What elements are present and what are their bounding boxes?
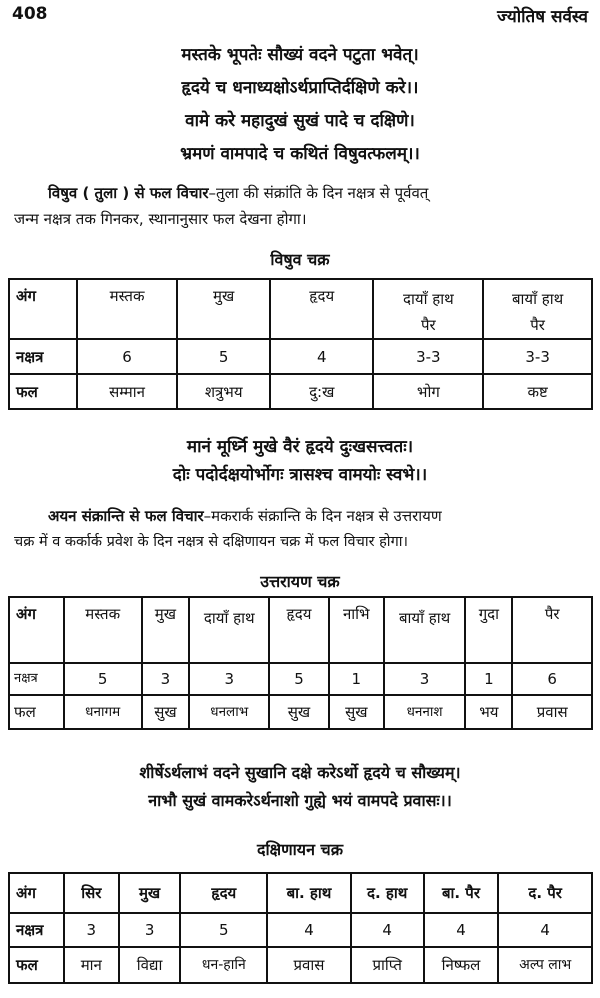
vishuv-chakra-table: [8, 278, 593, 410]
table-title: विषुव चक्र: [270, 250, 330, 269]
table-row: [9, 695, 592, 729]
cell: 1: [329, 663, 384, 695]
row-label: नक्षत्र: [9, 663, 64, 695]
header-cell: बायाँ हाथ पैर: [483, 279, 592, 339]
cell: विद्या: [119, 947, 181, 983]
cell: धन-हानि: [180, 947, 267, 983]
cell: 4: [498, 913, 592, 947]
cell: मान: [64, 947, 119, 983]
dakshinayan-chakra-table: [8, 872, 593, 984]
cell: 4: [270, 339, 373, 374]
cell: शत्रुभय: [177, 374, 270, 409]
cell: 5: [180, 913, 267, 947]
cell: 3-3: [483, 339, 592, 374]
para-text: जन्म नक्षत्र तक गिनकर, स्थानानुसार फल देखना होगा।: [14, 210, 307, 228]
verse-line: मानं मूर्ध्नि मुखे वैरं हृदये दुःखसत्त्वतः।: [186, 437, 414, 457]
para-heading: विषुव ( तुला ) से फल विचार: [48, 184, 209, 202]
header-cell: पैर: [512, 597, 592, 663]
cell: 6: [77, 339, 178, 374]
cell: अल्प लाभ: [498, 947, 592, 983]
cell: दु:ख: [270, 374, 373, 409]
table-row: [9, 873, 592, 913]
header-cell: मुख: [142, 597, 190, 663]
row-label: फल: [9, 374, 77, 409]
row-label: नक्षत्र: [9, 913, 64, 947]
cell: भय: [465, 695, 512, 729]
row-label: अंग: [9, 597, 64, 663]
cell: 3: [64, 913, 119, 947]
cell: 5: [64, 663, 142, 695]
cell: प्रवास: [512, 695, 592, 729]
cell: धनलाभ: [189, 695, 269, 729]
cell: धननाश: [384, 695, 466, 729]
verse-line: भ्रमणं वामपादे च कथितं विषुवत्फलम्।।: [180, 144, 420, 164]
table-title: उत्तरायण चक्र: [260, 572, 340, 591]
header-cell: गुदा: [465, 597, 512, 663]
verse-line: वामे करे महादुखं सुखं पादे च दक्षिणे।: [185, 111, 415, 131]
verse-line: दोः पदोर्दक्षयोर्भोगः त्रासश्च वामयोः स्वभे।।: [172, 465, 428, 485]
header-cell: दायाँ हाथ: [189, 597, 269, 663]
para-heading: अयन संक्रान्ति से फल विचार: [48, 507, 204, 525]
cell: 3: [384, 663, 466, 695]
table-row: [9, 339, 592, 374]
table-title: दक्षिणायन चक्र: [256, 840, 343, 859]
header-cell: द. हाथ: [351, 873, 424, 913]
cell: 3: [142, 663, 190, 695]
table-row: [9, 947, 592, 983]
cell: कष्ट: [483, 374, 592, 409]
cell: धनागम: [64, 695, 142, 729]
header-cell: सिर: [64, 873, 119, 913]
uttarayan-chakra-table: [8, 596, 593, 730]
cell: 5: [177, 339, 270, 374]
row-label: फल: [9, 947, 64, 983]
cell: निष्फल: [424, 947, 499, 983]
row-label: नक्षत्र: [9, 339, 77, 374]
cell: भोग: [373, 374, 483, 409]
header-cell: हृदय: [180, 873, 267, 913]
header-cell: मस्तक: [77, 279, 178, 339]
header-cell: बा. हाथ: [267, 873, 351, 913]
para-text: –मकरार्क संक्रान्ति के दिन नक्षत्र से उत्तरायण: [203, 507, 442, 525]
verse-line: शीर्षेऽर्थलाभं वदने सुखानि दक्षे करेऽर्थो हृदये च सौख्यम्।: [139, 763, 461, 782]
header-cell: बायाँ हाथ: [384, 597, 466, 663]
table-row: [9, 597, 592, 663]
paragraph-vishuv: [14, 180, 588, 232]
book-title: ज्योतिष सर्वस्व: [497, 7, 588, 27]
cell: सुख: [142, 695, 190, 729]
table-row: [9, 913, 592, 947]
cell: 4: [351, 913, 424, 947]
cell: 3: [119, 913, 181, 947]
row-label: फल: [9, 695, 64, 729]
verse-line: हृदये च धनाध्यक्षोऽर्थप्राप्तिर्दक्षिणे करे।।: [181, 78, 419, 98]
row-label: अंग: [9, 279, 77, 339]
verse-line: नाभौ सुखं वामकरेऽर्थनाशो गुह्ये भयं वामपदे प्रवासः।।: [148, 791, 452, 810]
header-cell: नाभि: [329, 597, 384, 663]
page-number: 408: [12, 4, 48, 24]
header-cell: दायाँ हाथ पैर: [373, 279, 483, 339]
header-cell: मुख: [177, 279, 270, 339]
cell: 4: [424, 913, 499, 947]
table-row: [9, 663, 592, 695]
table-row: [9, 374, 592, 409]
cell: 3-3: [373, 339, 483, 374]
header-cell: हृदय: [269, 597, 329, 663]
cell: 1: [465, 663, 512, 695]
cell: सम्मान: [77, 374, 178, 409]
header-cell: हृदय: [270, 279, 373, 339]
para-text: चक्र में व कर्कार्क प्रवेश के दिन नक्षत्र से दक्षिणायन चक्र में फल विचार होगा।: [14, 534, 408, 550]
row-label: अंग: [9, 873, 64, 913]
cell: सुख: [329, 695, 384, 729]
cell: 5: [269, 663, 329, 695]
verse-line: मस्तके भूपतेः सौख्यं वदने पटुता भवेत्।: [181, 45, 419, 65]
paragraph-ayan: [14, 503, 588, 555]
cell: सुख: [269, 695, 329, 729]
cell: प्रवास: [267, 947, 351, 983]
header-cell: द. पैर: [498, 873, 592, 913]
cell: 4: [267, 913, 351, 947]
header-cell: मुख: [119, 873, 181, 913]
para-text: –तुला की संक्रांति के दिन नक्षत्र से पूर्ववत्: [208, 184, 429, 202]
table-row: [9, 279, 592, 339]
header-cell: बा. पैर: [424, 873, 499, 913]
header-cell: मस्तक: [64, 597, 142, 663]
cell: प्राप्ति: [351, 947, 424, 983]
cell: 3: [189, 663, 269, 695]
cell: 6: [512, 663, 592, 695]
